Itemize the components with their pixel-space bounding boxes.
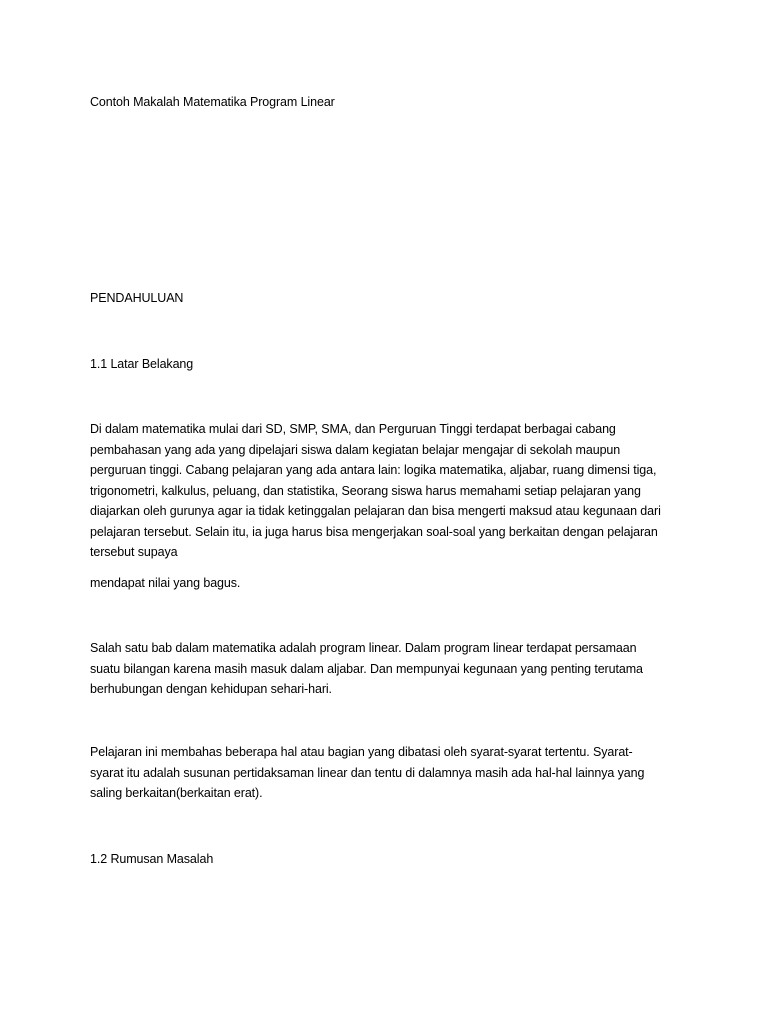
paragraph-3 <box>90 742 644 804</box>
document-title: Contoh Makalah Matematika Program Linear <box>90 95 335 109</box>
section-heading-1-2: 1.2 Rumusan Masalah <box>90 852 214 866</box>
paragraph-line: saling berkaitan(berkaitan erat). <box>90 786 263 800</box>
paragraph-line: Pelajaran ini membahas beberapa hal atau bagian yang dibatasi oleh syarat-syarat tertentu. Syarat- <box>90 745 633 759</box>
paragraph-line: tersebut supaya <box>90 545 178 559</box>
paragraph-line: diajarkan oleh gurunya agar ia tidak ketinggalan pelajaran dan bisa mengerti maksud atau kegunaan dari <box>90 504 661 518</box>
paragraph-line: Salah satu bab dalam matematika adalah program linear. Dalam program linear terdapat persamaan <box>90 641 637 655</box>
chapter-heading: PENDAHULUAN <box>90 291 184 305</box>
paragraph-line: pelajaran tersebut. Selain itu, ia juga harus bisa mengerjakan soal-soal yang berkaitan dengan pelajaran <box>90 524 658 539</box>
paragraph-line: perguruan tinggi. Cabang pelajaran yang ada antara lain: logika matematika, aljabar, ruang dimensi tiga, <box>90 463 657 477</box>
paragraph-2 <box>90 638 643 700</box>
paragraph-line: syarat itu adalah susunan pertidaksaman linear dan tentu di dalamnya masih ada hal-hal lainnya yang <box>90 765 645 780</box>
paragraph-line: Di dalam matematika mulai dari SD, SMP, SMA, dan Perguruan Tinggi terdapat berbagai cabang <box>90 422 616 436</box>
paragraph-1 <box>90 419 661 563</box>
paragraph-line: berhubungan dengan kehidupan sehari-hari. <box>90 682 332 696</box>
paragraph-1-continuation: mendapat nilai yang bagus. <box>90 576 241 590</box>
paragraph-line: pembahasan yang ada yang dipelajari siswa dalam kegiatan belajar mengajar di sekolah maupun <box>90 442 621 457</box>
section-heading-1-1: 1.1 Latar Belakang <box>90 357 194 371</box>
paragraph-line: trigonometri, kalkulus, peluang, dan statistika, Seorang siswa harus memahami setiap pelajaran yang <box>90 483 641 498</box>
paragraph-line: suatu bilangan karena masih masuk dalam aljabar. Dan mempunyai kegunaan yang penting terutama <box>90 661 643 676</box>
